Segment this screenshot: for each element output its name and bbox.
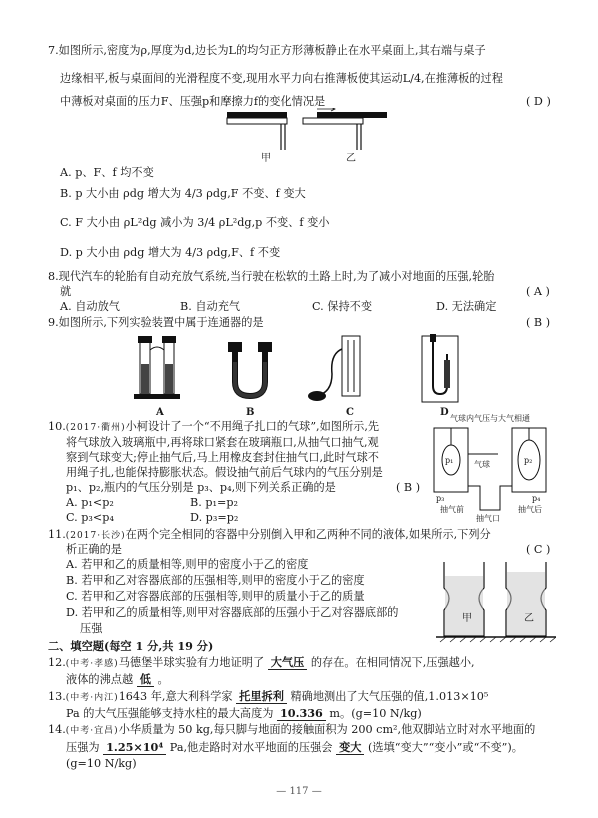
q14-tag: (中考·宜昌) [65, 726, 119, 736]
page-number: — 117 — [276, 786, 322, 797]
q11-option-c: C. 若甲和乙对容器底部的压强相等,则甲的质量小于乙的质量 [66, 590, 365, 603]
q9-label-d: D [440, 407, 449, 418]
q11-figure [436, 558, 556, 644]
q7-option-d: D. p 大小由 ρdg 增大为 4/3 ρdg,F、f 不变 [60, 246, 281, 259]
q10-fig-top: 气球内气压与大气相通 [450, 414, 530, 423]
q10-fig-after: 抽气后 [518, 505, 542, 514]
q9-device-b [228, 342, 272, 396]
q9-device-a [134, 336, 180, 399]
q12-line2: 液体的沸点越 低 。 [66, 672, 169, 686]
q11-line2: 析正确的是 [66, 543, 122, 556]
q11-option-a: A. 若甲和乙的质量相等,则甲的密度小于乙的密度 [66, 558, 309, 571]
q11-option-d-line2: 压强 [80, 622, 103, 635]
q9-line1: 9.如图所示,下列实验装置中属于连通器的是 [48, 316, 264, 329]
q10-tag: (2017·衢州) [65, 423, 126, 433]
q9-label-a: A [156, 407, 164, 418]
q14-line1: 14.(中考·宜昌)小华质量为 50 kg,每只脚与地面的接触面积为 200 cm²,他双脚站立时对水平地面的 [48, 723, 536, 736]
q11-option-d-line1: D. 若甲和乙的质量相等,则甲对容器底部的压强小于乙对容器底部的 [66, 606, 399, 619]
q10-line4: 用绳子扎,也能保持膨胀状态。假设抽气前后气球内的气压分别是 [66, 466, 383, 479]
q10-fig-p2: p₂ [524, 456, 533, 465]
q10-option-c: C. p₃<p₄ [66, 511, 114, 524]
q13-fill1: 托里拆利 [236, 689, 287, 704]
q7-table-a [227, 118, 287, 124]
q8-answer: ( A ) [526, 285, 550, 298]
q12-tag: (中考·孝感) [65, 659, 119, 669]
q7-board-b [317, 112, 387, 118]
q7-option-c: C. F 大小由 ρL²dg 减小为 3/4 ρL²dg,p 不变、f 变小 [60, 216, 330, 229]
q9-answer: ( B ) [526, 316, 551, 329]
q7-line3: 中薄板对桌面的压力F、压强p和摩擦力f的变化情况是 [60, 95, 326, 108]
q10-fig-p3: p₃ [436, 494, 445, 503]
q14-fill2: 变大 [336, 740, 364, 755]
q7-figure [225, 108, 395, 168]
q10-line1: 10.(2017·衢州)小柯设计了一个“不用绳子扎口的气球”,如图所示,先 [48, 420, 380, 433]
q7-fig-label-a: 甲 [261, 153, 271, 164]
q10-line3: 察到气球变大;停止抽气后,马上用橡皮套封住抽气口,此时气球不 [66, 451, 379, 464]
q11-tag: (2017·长沙) [65, 531, 126, 541]
q10-fig-p4: p₄ [532, 494, 541, 503]
q7-board-a [227, 112, 287, 118]
q9-label-b: B [246, 407, 255, 418]
q10-option-d: D. p₃=p₂ [190, 511, 239, 524]
q8-line1: 8.现代汽车的轮胎有自动充放气系统,当行驶在松软的土路上时,为了减小对地面的压强,轮胎 [48, 270, 495, 283]
q13-fill2: 10.336 [277, 706, 326, 721]
q7-line1: 7.如图所示,密度为ρ,厚度为d,边长为L的均匀正方形薄板静止在水平桌面上,其右端与桌子 [48, 44, 486, 57]
q11-fig-label-a: 甲 [462, 613, 472, 624]
q7-answer: ( D ) [526, 95, 551, 108]
q9-label-c: C [346, 407, 354, 418]
q7-fig-label-b: 乙 [346, 153, 356, 164]
q12-fill1: 大气压 [268, 655, 308, 670]
q10-option-a: A. p₁<p₂ [66, 496, 114, 509]
q10-fig-outlet: 抽气口 [476, 514, 500, 523]
q14-line2: 压强为 1.25×10⁴ Pa,他走路时对水平地面的压强会 变大 (选填“变大”“变小”或“不变”)。 [66, 740, 523, 754]
q8-line2: 就 [60, 285, 72, 298]
q14-fill1: 1.25×10⁴ [103, 740, 166, 755]
q7-option-a: A. p、F、f 均不变 [60, 166, 154, 179]
q11-line1: 11.(2017·长沙)在两个完全相同的容器中分别倒入甲和乙两种不同的液体,如果所示,下列分 [48, 528, 491, 541]
q12-fill2: 低 [137, 672, 154, 687]
q7-line2: 边缘相平,板与桌面间的光滑程度不变,现用水平力向右推薄板使其运动L/4,在推薄板的过程 [60, 72, 503, 85]
q14-line3: (g=10 N/kg) [66, 757, 137, 770]
q8-option-b: B. 自动充气 [180, 300, 241, 313]
q7-table-b [303, 118, 363, 124]
q9-device-c [308, 336, 360, 401]
q8-option-a: A. 自动放气 [60, 300, 120, 313]
q13-line2: Pa 的大气压强能够支持水柱的最大高度为 10.336 m。(g=10 N/kg) [66, 706, 422, 720]
q10-line2: 将气球放入玻璃瓶中,再将球口紧套在玻璃瓶口,从抽气口抽气,观 [66, 436, 379, 449]
q10-fig-p1: p₁ [445, 456, 454, 465]
q10-fig-qiqiu: 气球 [474, 460, 490, 469]
q10-answer: ( B ) [396, 481, 421, 494]
q11-fig-label-b: 乙 [524, 613, 534, 624]
q10-option-b: B. p₁=p₂ [190, 496, 239, 509]
q13-line1: 13.(中考·内江)1643 年,意大利科学家 托里拆利 精确地测出了大气压强的值,1.013×10⁵ [48, 689, 489, 703]
q7-option-b: B. p 大小由 ρdg 增大为 4/3 ρdg,F 不变、f 变大 [60, 187, 306, 200]
q10-fig-before: 抽气前 [440, 505, 464, 514]
section2-title: 二、填空题(每空 1 分,共 19 分) [48, 639, 214, 653]
q9-figure [132, 334, 492, 409]
q8-option-c: C. 保持不变 [312, 300, 373, 313]
q11-answer: ( C ) [526, 543, 551, 556]
q9-device-d [422, 334, 458, 402]
q11-option-b: B. 若甲和乙对容器底部的压强相等,则甲的密度小于乙的密度 [66, 574, 365, 587]
q12-line1: 12.(中考·孝感)马德堡半球实验有力地证明了 大气压 的存在。在相同情况下,压强越小, [48, 655, 475, 669]
q10-line5: p₁、p₂,瓶内的气压分别是 p₃、p₄,则下列关系正确的是 [66, 481, 336, 494]
q13-tag: (中考·内江) [65, 693, 119, 703]
q8-option-d: D. 无法确定 [436, 300, 497, 313]
